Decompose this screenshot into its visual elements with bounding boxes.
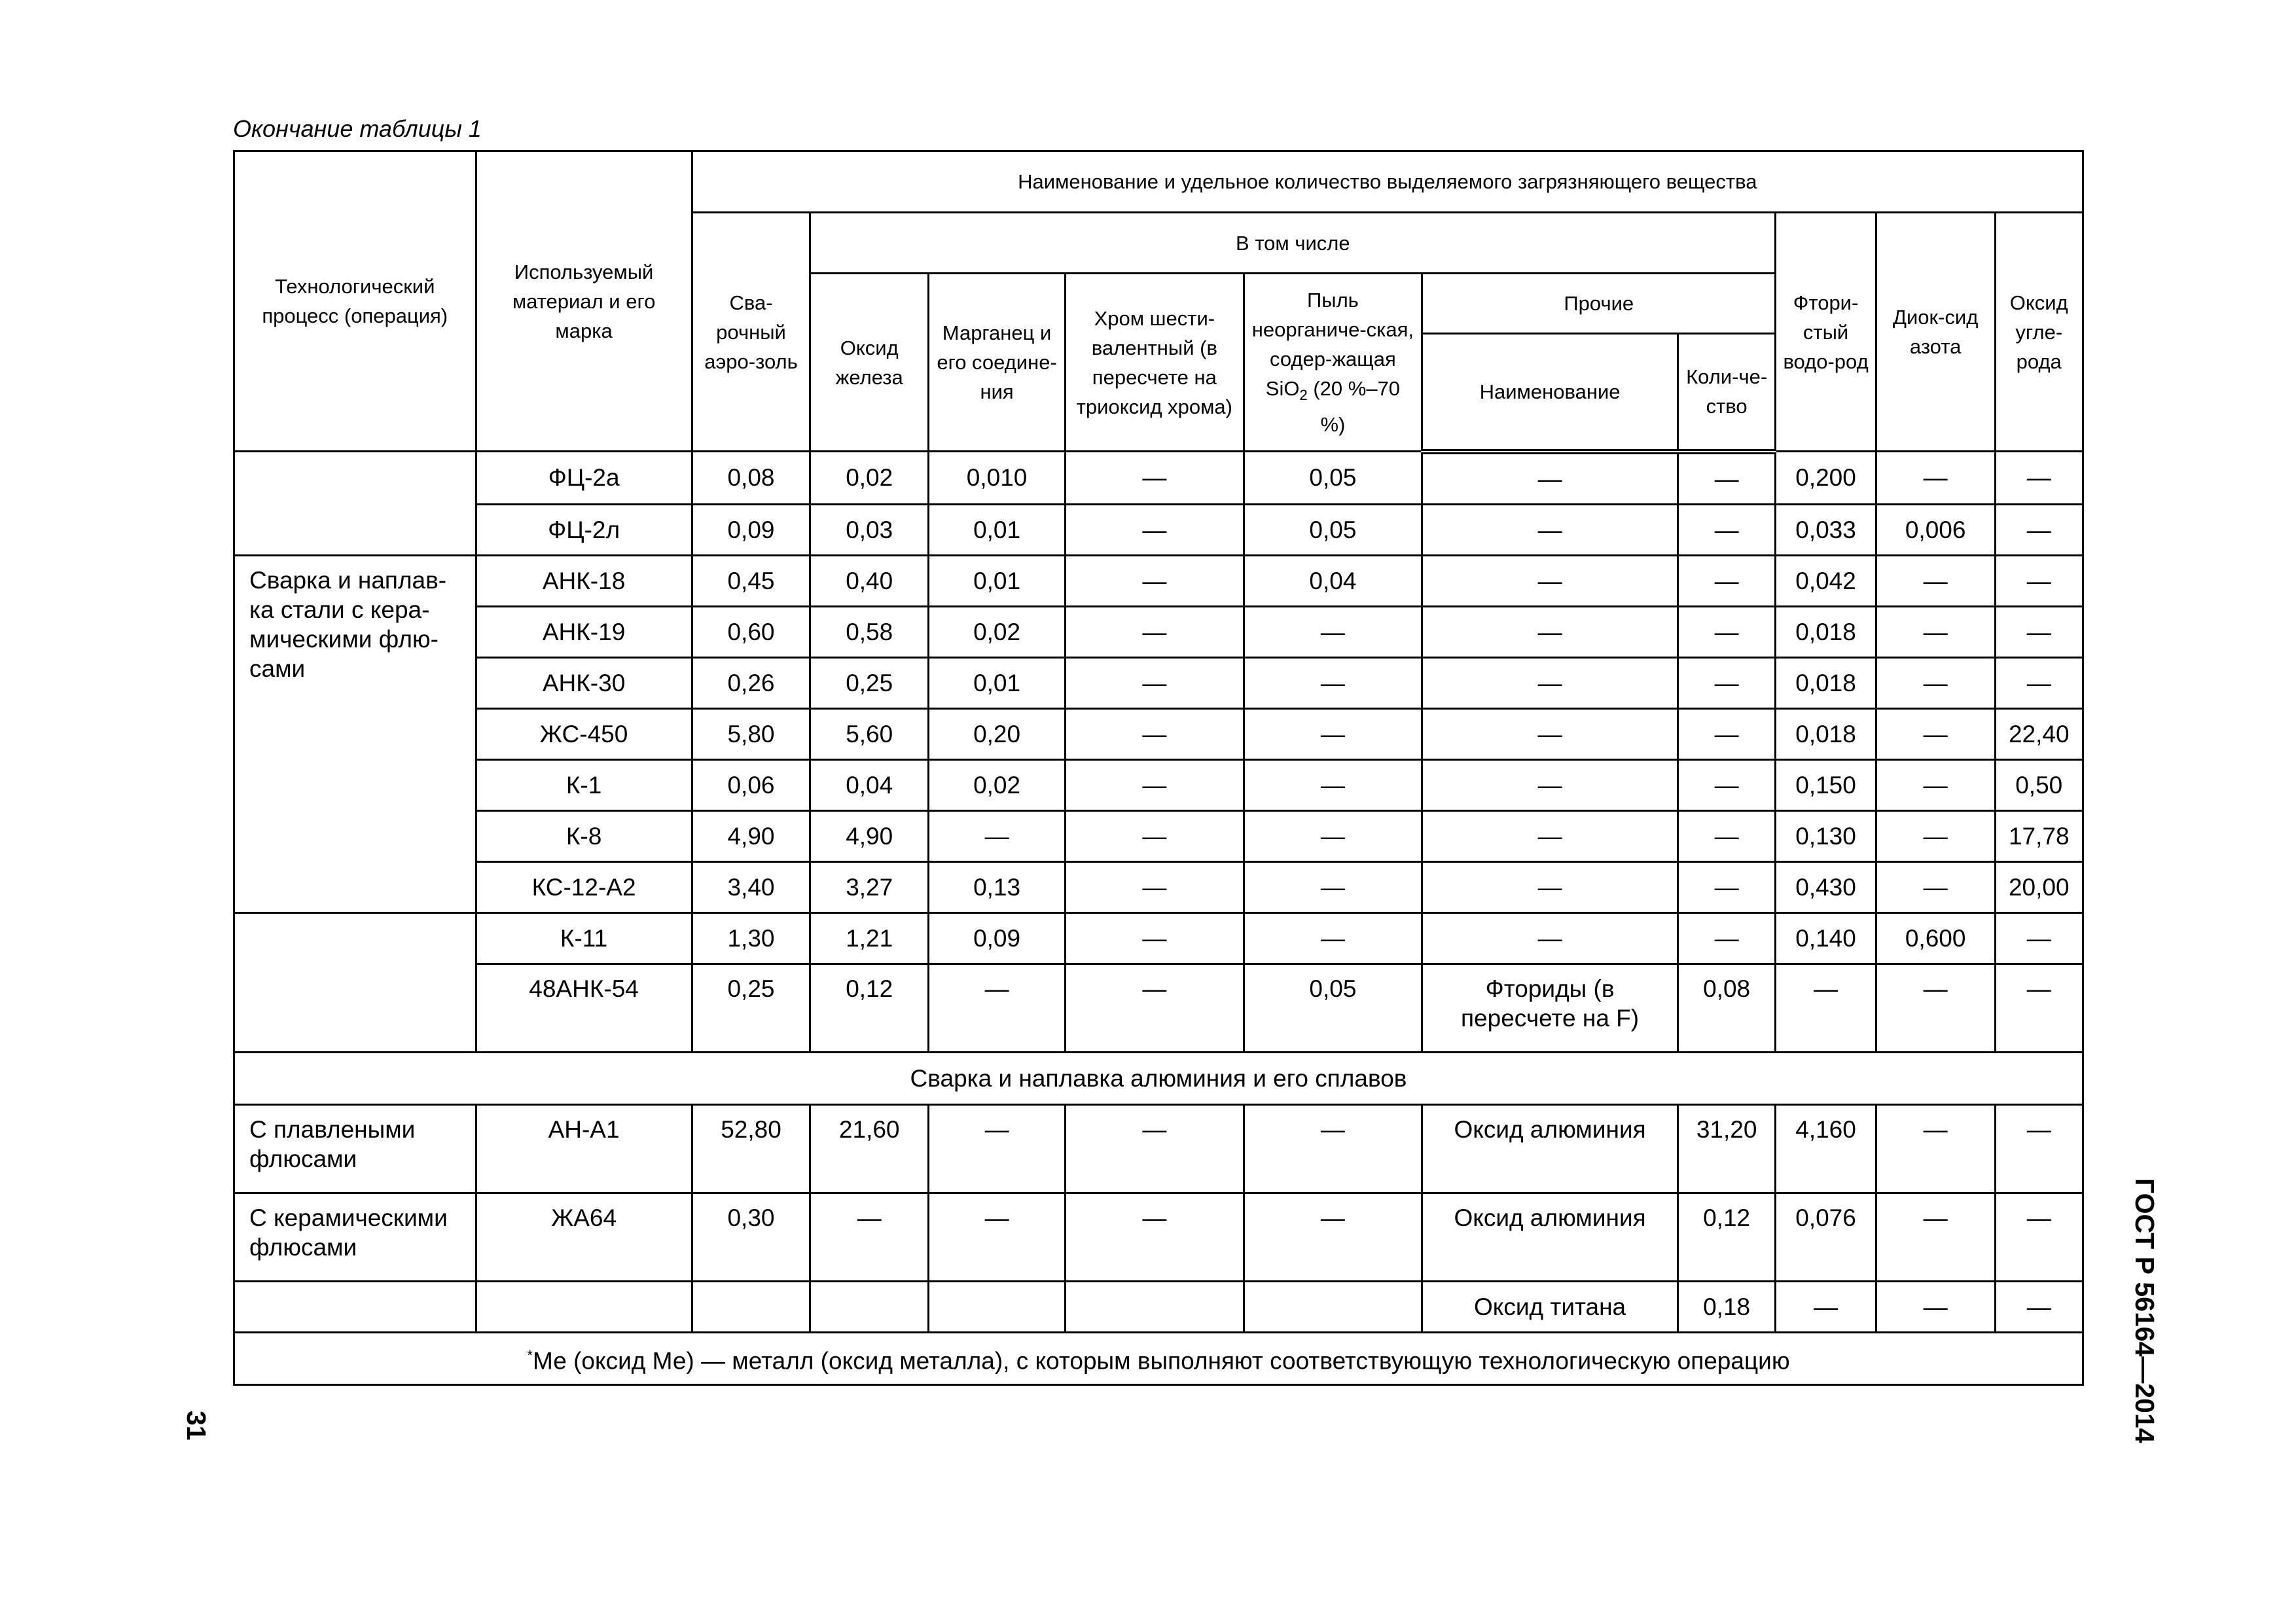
- value-cell: —: [1677, 810, 1775, 861]
- value-cell: 3,40: [692, 861, 810, 912]
- value-cell: —: [1066, 912, 1244, 964]
- table-row: [234, 1193, 2083, 1281]
- value-cell: 0,130: [1776, 810, 1876, 861]
- table-row: [234, 759, 2083, 810]
- value-cell: 0,12: [1677, 1193, 1775, 1281]
- value-cell: —: [1876, 1193, 1995, 1281]
- value-cell: 0,430: [1776, 861, 1876, 912]
- table-row: [234, 657, 2083, 708]
- value-cell: —: [1244, 759, 1422, 810]
- value-cell: —: [1995, 1104, 2083, 1193]
- value-cell: —: [1244, 861, 1422, 912]
- value-cell: 0,018: [1776, 606, 1876, 657]
- value-cell: 0,01: [929, 504, 1066, 555]
- table-caption: Окончание таблицы 1: [233, 115, 482, 142]
- value-cell: 0,13: [929, 861, 1066, 912]
- value-cell: —: [1422, 861, 1678, 912]
- value-cell: —: [1995, 606, 2083, 657]
- value-cell: —: [1677, 606, 1775, 657]
- value-cell: —: [1066, 1104, 1244, 1193]
- value-cell: —: [1066, 452, 1244, 505]
- value-cell: —: [1677, 861, 1775, 912]
- value-cell: —: [1876, 810, 1995, 861]
- value-cell: 0,05: [1244, 504, 1422, 555]
- value-cell: —: [1876, 1104, 1995, 1193]
- value-cell: —: [929, 1193, 1066, 1281]
- value-cell: 0,006: [1876, 504, 1995, 555]
- material-cell: ФЦ-2л: [476, 504, 692, 555]
- table-row: [234, 912, 2083, 964]
- value-cell: —: [1677, 452, 1775, 505]
- value-cell: —: [1677, 555, 1775, 606]
- value-cell: Оксид алюминия: [1422, 1193, 1678, 1281]
- value-cell: 0,20: [929, 708, 1066, 759]
- header-chromium: Хром шести-валентный (в пересчете на триоксид хрома): [1066, 274, 1244, 452]
- value-cell: 3,27: [810, 861, 929, 912]
- value-cell: 21,60: [810, 1104, 929, 1193]
- value-cell: —: [1876, 657, 1995, 708]
- value-cell: 17,78: [1995, 810, 2083, 861]
- value-cell: 0,042: [1776, 555, 1876, 606]
- process-cell-empty: [234, 1281, 476, 1332]
- header-process: Технологический процесс (операция): [234, 151, 476, 452]
- value-cell: —: [1244, 810, 1422, 861]
- value-cell: 0,04: [1244, 555, 1422, 606]
- header-other-name: Наименование: [1422, 334, 1678, 452]
- process-cell-ceramic: С керамическими флюсами: [234, 1193, 476, 1281]
- value-cell: 1,21: [810, 912, 929, 964]
- value-cell: 0,033: [1776, 504, 1876, 555]
- dust-range: (20 %–70 %): [1313, 376, 1401, 437]
- value-cell: —: [1244, 606, 1422, 657]
- value-cell: —: [1066, 657, 1244, 708]
- table-row: [234, 606, 2083, 657]
- section-heading-aluminium: Сварка и наплавка алюминия и его сплавов: [234, 1052, 2083, 1104]
- value-cell: 0,06: [692, 759, 810, 810]
- material-cell: АНК-18: [476, 555, 692, 606]
- table-row: [234, 452, 2083, 505]
- table-row: [234, 810, 2083, 861]
- value-cell: 4,160: [1776, 1104, 1876, 1193]
- value-cell: 0,18: [1677, 1281, 1775, 1332]
- value-cell: 0,26: [692, 657, 810, 708]
- value-cell: —: [1677, 657, 1775, 708]
- header-other: Прочие: [1422, 274, 1776, 334]
- dust-label: Пыль неорганиче-ская, содер-жащая SiO: [1251, 288, 1414, 400]
- value-cell: Фториды (в пересчете на F): [1422, 964, 1678, 1052]
- value-cell: —: [1422, 452, 1678, 505]
- value-cell: —: [1422, 810, 1678, 861]
- value-cell: —: [1995, 504, 2083, 555]
- material-cell: АНК-30: [476, 657, 692, 708]
- value-cell: 0,01: [929, 555, 1066, 606]
- value-cell: —: [1066, 759, 1244, 810]
- value-cell: —: [1066, 964, 1244, 1052]
- value-cell: —: [1876, 861, 1995, 912]
- material-cell: [476, 1281, 692, 1332]
- footnote-text: Ме (оксид Ме) — металл (оксид металла), с которым выполняют соответствующую технологическую операцию: [532, 1347, 1790, 1375]
- value-cell: —: [1677, 759, 1775, 810]
- gost-code: ГОСТ Р 56164—2014: [2130, 1178, 2160, 1443]
- value-cell: —: [1066, 606, 1244, 657]
- material-cell: КС-12-А2: [476, 861, 692, 912]
- table-row: [234, 555, 2083, 606]
- value-cell: 22,40: [1995, 708, 2083, 759]
- value-cell: 0,03: [810, 504, 929, 555]
- value-cell: —: [1876, 964, 1995, 1052]
- process-cell-empty: [234, 452, 476, 556]
- table-row: [234, 861, 2083, 912]
- value-cell: 0,08: [1677, 964, 1775, 1052]
- value-cell: 0,25: [692, 964, 810, 1052]
- footnote-mark: *: [527, 1347, 533, 1364]
- value-cell: —: [1677, 912, 1775, 964]
- value-cell: [810, 1281, 929, 1332]
- value-cell: —: [1995, 1193, 2083, 1281]
- table-row: [234, 504, 2083, 555]
- value-cell: —: [1066, 708, 1244, 759]
- value-cell: —: [1876, 1281, 1995, 1332]
- value-cell: 4,90: [810, 810, 929, 861]
- header-co: Оксид угле-рода: [1995, 213, 2083, 452]
- value-cell: —: [1776, 964, 1876, 1052]
- material-cell: К-8: [476, 810, 692, 861]
- value-cell: —: [1244, 1193, 1422, 1281]
- value-cell: 0,01: [929, 657, 1066, 708]
- value-cell: —: [1422, 657, 1678, 708]
- value-cell: 52,80: [692, 1104, 810, 1193]
- value-cell: —: [1422, 759, 1678, 810]
- material-cell: 48АНК-54: [476, 964, 692, 1052]
- process-cell-fused: С плавлеными флюсами: [234, 1104, 476, 1193]
- value-cell: 0,018: [1776, 708, 1876, 759]
- process-cell-empty: [234, 912, 476, 1052]
- value-cell: 0,25: [810, 657, 929, 708]
- value-cell: —: [1995, 452, 2083, 505]
- material-cell: ЖС-450: [476, 708, 692, 759]
- value-cell: —: [1422, 555, 1678, 606]
- value-cell: 0,150: [1776, 759, 1876, 810]
- value-cell: —: [1244, 912, 1422, 964]
- value-cell: 5,80: [692, 708, 810, 759]
- value-cell: 0,45: [692, 555, 810, 606]
- value-cell: 0,09: [692, 504, 810, 555]
- material-cell: К-11: [476, 912, 692, 964]
- value-cell: 0,140: [1776, 912, 1876, 964]
- value-cell: —: [1876, 759, 1995, 810]
- header-aerosol: Сва-рочный аэро-золь: [692, 213, 810, 452]
- header-substance-group: Наименование и удельное количество выделяемого загрязняющего вещества: [692, 151, 2083, 213]
- value-cell: 31,20: [1677, 1104, 1775, 1193]
- value-cell: —: [1244, 708, 1422, 759]
- footnote-cell: [234, 1332, 2083, 1384]
- value-cell: —: [1677, 504, 1775, 555]
- value-cell: —: [1995, 964, 2083, 1052]
- value-cell: —: [1876, 708, 1995, 759]
- table-row: [234, 1104, 2083, 1193]
- value-cell: —: [1066, 810, 1244, 861]
- table-row: [234, 1281, 2083, 1332]
- value-cell: 1,30: [692, 912, 810, 964]
- value-cell: 0,05: [1244, 452, 1422, 505]
- value-cell: 0,60: [692, 606, 810, 657]
- process-cell-ceramic-steel: Сварка и наплав-ка стали с кера-мическими флю-сами: [234, 555, 476, 912]
- header-other-qty: Коли-че-ство: [1677, 334, 1775, 452]
- header-dust: [1244, 274, 1422, 452]
- value-cell: [1066, 1281, 1244, 1332]
- value-cell: 5,60: [810, 708, 929, 759]
- header-no2: Диок-сид азота: [1876, 213, 1995, 452]
- table-row: [234, 964, 2083, 1052]
- value-cell: 0,04: [810, 759, 929, 810]
- value-cell: —: [1776, 1281, 1876, 1332]
- dust-subscript: 2: [1299, 387, 1308, 404]
- value-cell: —: [1066, 861, 1244, 912]
- header-material: Используемый материал и его марка: [476, 151, 692, 452]
- value-cell: —: [1422, 504, 1678, 555]
- value-cell: 0,076: [1776, 1193, 1876, 1281]
- value-cell: Оксид титана: [1422, 1281, 1678, 1332]
- value-cell: —: [1995, 912, 2083, 964]
- material-cell: ФЦ-2а: [476, 452, 692, 505]
- value-cell: —: [1066, 504, 1244, 555]
- value-cell: 0,02: [810, 452, 929, 505]
- value-cell: —: [1422, 606, 1678, 657]
- value-cell: —: [929, 964, 1066, 1052]
- material-cell: АНК-19: [476, 606, 692, 657]
- value-cell: —: [1677, 708, 1775, 759]
- value-cell: 0,50: [1995, 759, 2083, 810]
- value-cell: Оксид алюминия: [1422, 1104, 1678, 1193]
- header-iron-oxide: Оксид железа: [810, 274, 929, 452]
- value-cell: —: [929, 1104, 1066, 1193]
- value-cell: 4,90: [692, 810, 810, 861]
- value-cell: —: [1876, 606, 1995, 657]
- value-cell: —: [1995, 657, 2083, 708]
- value-cell: 0,30: [692, 1193, 810, 1281]
- value-cell: 0,600: [1876, 912, 1995, 964]
- material-cell: АН-А1: [476, 1104, 692, 1193]
- value-cell: 0,02: [929, 759, 1066, 810]
- value-cell: 0,010: [929, 452, 1066, 505]
- value-cell: 0,12: [810, 964, 929, 1052]
- value-cell: 0,40: [810, 555, 929, 606]
- value-cell: —: [1995, 555, 2083, 606]
- value-cell: —: [1066, 1193, 1244, 1281]
- value-cell: —: [1422, 912, 1678, 964]
- value-cell: —: [1066, 555, 1244, 606]
- header-hf: Фтори-стый водо-род: [1776, 213, 1876, 452]
- material-cell: К-1: [476, 759, 692, 810]
- value-cell: [929, 1281, 1066, 1332]
- value-cell: 0,09: [929, 912, 1066, 964]
- value-cell: 0,018: [1776, 657, 1876, 708]
- value-cell: —: [1244, 657, 1422, 708]
- value-cell: [1244, 1281, 1422, 1332]
- value-cell: —: [1422, 708, 1678, 759]
- value-cell: —: [1876, 555, 1995, 606]
- value-cell: 0,200: [1776, 452, 1876, 505]
- value-cell: —: [810, 1193, 929, 1281]
- emissions-table: [233, 150, 2084, 1386]
- value-cell: 0,02: [929, 606, 1066, 657]
- footnote-row: [234, 1332, 2083, 1384]
- header-including: В том числе: [810, 213, 1776, 274]
- value-cell: —: [1995, 1281, 2083, 1332]
- table-row: [234, 708, 2083, 759]
- value-cell: 0,58: [810, 606, 929, 657]
- value-cell: [692, 1281, 810, 1332]
- page-number: 31: [181, 1411, 211, 1441]
- section-row: [234, 1052, 2083, 1104]
- value-cell: 20,00: [1995, 861, 2083, 912]
- value-cell: —: [929, 810, 1066, 861]
- material-cell: ЖА64: [476, 1193, 692, 1281]
- header-manganese: Марганец и его соедине-ния: [929, 274, 1066, 452]
- value-cell: —: [1876, 452, 1995, 505]
- value-cell: 0,08: [692, 452, 810, 505]
- value-cell: 0,05: [1244, 964, 1422, 1052]
- value-cell: —: [1244, 1104, 1422, 1193]
